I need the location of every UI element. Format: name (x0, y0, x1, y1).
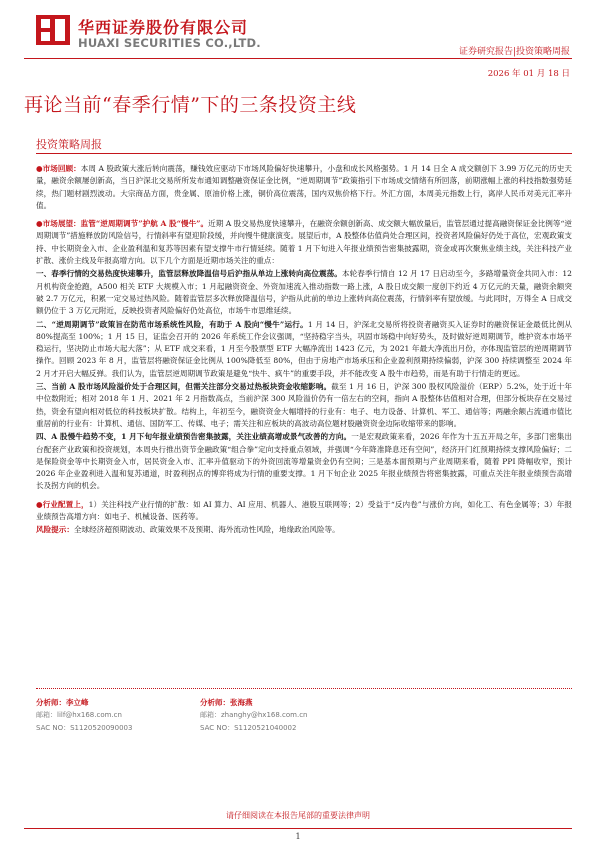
point-two-label: 二、“逆周期调节”政策旨在防范市场系统性风险，有助于 A 股向“慢牛”运行。 (36, 319, 308, 329)
point-four-label: 四、A 股慢牛趋势不变，1 月下旬年报业绩预告密集披露，关注业绩高增或景气改善的方向。 (36, 432, 352, 442)
report-body (36, 163, 572, 538)
risk-warning (36, 524, 572, 536)
analyst-sac: S1120521040002 (234, 724, 297, 732)
point-four-text: 一是宏观政策来看，2026 年作为十五五开局之年，多部门密集出台配套产业政策和投资规划，本周央行推出资节金融政策“组合拳”定向支持重点领域，并强调“今年降准降息还有空间”，经济开门红预期持续支撑风险偏好；二是保险资金等中长期资金入市，居民资金入市、汇率升值驱动下的外资回流等增量资金仍有空间；三是基本面预期与产业周期来看，随着 PPI 降幅收窄，预计 2026 年企业盈利进入温和复苏通道，时盈利拐点的博弈将成为行情的重要支撑。1 月下旬企业 2025 年报业绩预告将密集披露，可重点关注年报业绩预告高增长及拐方向的机会。 (36, 432, 572, 491)
bullet-icon: ● (36, 219, 43, 229)
review-text: 本周 A 股政策大涨后转向震荡，赚钱效应驱动下市场风险偏好快速攀升，小盘和成长风格强势。1 月 14 日全 A 成交额创下 3.99 万亿元的历史天量，融资余额屡创新高，当日沪深北交易所所发布通知调整融资保证金比例，“逆周期调节”政策指引下市场成交情绪有所回落，前期涨幅上涨的科技指数强势延续，热门题材剧烈波动。大宗商品方面，贵金属、原油价格上涨，铜价高位震荡，国内双焦价格下行。外汇方面，本周美元指数上行，离岸人民币对美元汇率升值。 (36, 164, 572, 210)
point-one-label: 一、春季行情的交易热度快速攀升，监管层释放降温信号后沪指从单边上涨转向高位震荡。 (36, 269, 342, 279)
analyst-2 (200, 696, 308, 735)
point-three (36, 381, 572, 430)
analyst-sac: S1120520090003 (70, 724, 133, 732)
industry-allocation (36, 499, 572, 524)
header-divider (24, 58, 572, 59)
point-one-text: 本轮春季行情自 12 月 17 日启动至今，多路增量资金共同入市：12 月机构资金抢跑，A500 相关 ETF 大规模入市；1 月起融资资金、外资加速流入推动指数一路上涨，A 股日成交额一度创下约近 4 万亿元的天量，融资余额突破 2.7 万亿元，积累一定交易过热风险。随着监管层多次释放降温信号，沪指从此前的单边上涨转向高位震荡，行情斜率有望放缓。与此同时，万得全 A 日成交额仍位于 3 万亿元附近，反映投资者风险偏好仍处高位，市场牛市思维延续。 (36, 269, 573, 316)
analyst-role: 分析师： (200, 698, 230, 707)
bullet-icon: ● (36, 164, 43, 173)
point-two (36, 319, 572, 380)
risk-label: 风险提示： (36, 525, 74, 535)
outlook-label: 市场展望：监管“逆周期调节”护航 A 股“慢牛”。 (42, 219, 209, 229)
logo-mark (36, 15, 70, 45)
subtitle-divider (36, 153, 572, 154)
report-type: 证券研究报告|投资策略周报 (458, 47, 570, 57)
report-date: 2026 年 01 月 18 日 (487, 69, 570, 79)
point-one (36, 268, 572, 317)
market-review (36, 163, 572, 212)
market-outlook (36, 218, 572, 267)
sac-label: SAC NO： (36, 724, 71, 732)
analyst-name: 李立峰 (66, 698, 89, 707)
page-number: 1 (295, 832, 301, 841)
email-label: 邮箱： (36, 711, 57, 719)
company-name-en: HUAXI SECURITIES CO.,LTD. (78, 36, 261, 50)
bullet-icon: ● (36, 499, 43, 509)
company-name-cn: 华西证券股份有限公司 (78, 18, 249, 37)
analyst-divider (36, 688, 572, 689)
review-label: 市场回顾： (42, 164, 81, 173)
footer-divider (24, 828, 572, 829)
point-three-label: 三、当前 A 股市场风险溢价处于合理区间，但需关注部分交易过热板块资金收缩影响。 (36, 382, 332, 392)
footer-disclaimer[interactable]: 请仔细阅读在本报告尾部的重要法律声明 (226, 811, 370, 820)
analyst-email[interactable]: lilf@hx168.com.cn (57, 711, 122, 719)
analyst-email[interactable]: zhanghy@hx168.com.cn (221, 711, 308, 719)
report-subtitle: 投资策略周报 (36, 138, 102, 151)
email-label: 邮箱： (200, 711, 221, 719)
point-two-text: 1 月 14 日，沪深北交易所将投资者融资买入证券时的融资保证金最低比例从 80%提高至 100%；1 月 15 日，证监会召开的 2026 年系统工作会议强调，“坚持稳字当头，巩固市场稳中向好势头，及时做好逆周期调节，维护资本市场平稳运行，坚决防止市场大起大落”；从 ETF 成交来看，1 月至今股票型 ETF 大幅净流出 1423 亿元，为 2021 年最大净流出月份，亦体现监管层的逆周期调节操作。回顾 2023 年 8 月，监管层将融资保证金比例从 100%降低至 80%，但由于房地产市场承压和企业盈利预期持续偏弱，沪深 300 持续调整至 2024 年 2 月才开启大幅反弹。我们认为，监管层逆周期调节政策是避免“快牛、疯牛”的重要手段，并不能改变 A 股牛市趋势，而是有助于行情走的更远。 (36, 319, 572, 378)
analyst-name: 张海燕 (230, 698, 253, 707)
point-four (36, 431, 572, 492)
industry-text: 1）关注科技产业行情的扩散：如 AI 算力、AI 应用、机器人、港股互联网等；2）受益于“反内卷”与涨价方向，如化工、有色金属等；3）年报业绩预告高增方向：如电子、机械设备、医药等。 (36, 499, 572, 522)
industry-label: 行业配置上， (42, 499, 89, 509)
analyst-1 (36, 696, 132, 735)
risk-text: 全球经济超预期波动、政策效果不及预期、海外流动性风险，地缘政治风险等。 (73, 525, 340, 535)
analyst-role: 分析师： (36, 698, 66, 707)
sac-label: SAC NO： (200, 724, 235, 732)
report-title: 再论当前“春季行情”下的三条投资主线 (24, 94, 357, 116)
point-three-text: 截至 1 月 16 日，沪深 300 股权风险溢价（ERP）5.2%，处于近十年中位数附近；相对 2018 年 1 月、2021 年 2 月指数高点，当前沪深 300 风险溢价仍有一倍左右的空间，指向 A 股整体估值相对合理，但部分板块存在交易过热，资金有望向相对低位的科技板块扩散。结构上，年初至今，融资资金大幅增持的行业有：电子、电力设备、计算机、军工、通信等；两融余额占流通市值比重居前的行业有：计算机、通信、国防军工、传媒、电子；需关注和应板块的高波动高位题材股融资资金边际收缩带来的影响。 (36, 382, 572, 428)
outlook-text: 近期 A 股交易热度快速攀升，在融资余额创新高、成交额大幅放量后，监管层通过提高融资保证金比例等“逆周期调节”措施释放防风险信号，行情斜率有望迎阶段缓，并向慢牛健康演变。展望后市，A 股整体估值尚处合理区间，投资者风险偏好仍处于高位，宏观政策支持、中长期资金入市、企业盈利温和复苏等因素有望支撑牛市行情延续。随着 1 月下旬进入年报业绩预告密集披露期，资金或再次聚焦业绩主线，关注科技产业扩散、涨价主线及年报高增方向。以下几个方面是近期市场关注的重点： (36, 219, 572, 266)
